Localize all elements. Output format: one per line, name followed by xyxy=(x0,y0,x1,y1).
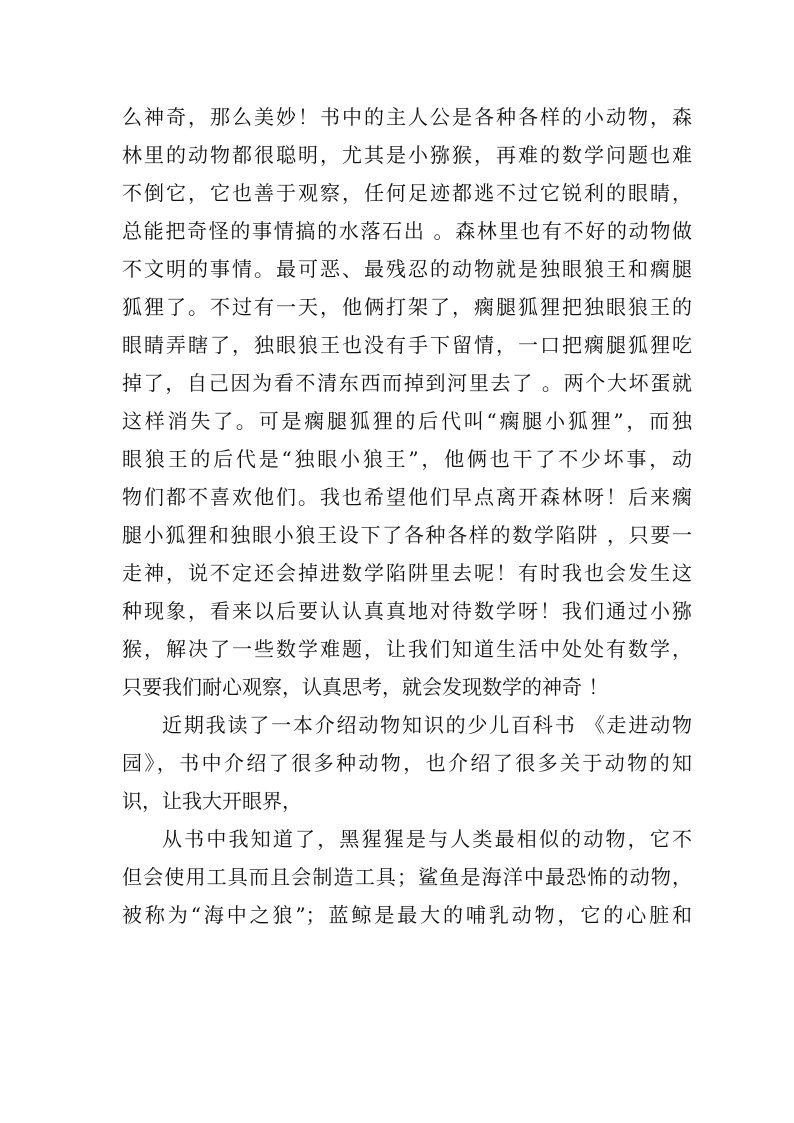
text-line: 被称为“海中之狼”；蓝鲸是最大的哺乳动物，它的心脏和 xyxy=(122,903,692,927)
text-line: 掉了，自己因为看不清东西而掉到河里去了 。两个大坏蛋就 xyxy=(122,371,692,395)
text-line: 狐狸了。不过有一天，他俩打架了，瘸腿狐狸把独眼狼王的 xyxy=(122,295,692,319)
text-line: 总能把奇怪的事情搞的水落石出 。森林里也有不好的动物做 xyxy=(122,219,692,243)
text-line: 眼狼王的后代是“独眼小狼王”，他俩也干了不少坏事，动 xyxy=(122,447,692,471)
paragraph-first-line: 近期我读了一本介绍动物知识的少儿百科书 《走进动物 xyxy=(162,713,692,737)
body-text xyxy=(122,98,692,934)
text-line: 种现象，看来以后要认认真真地对待数学呀！我们通过小猕 xyxy=(122,599,692,623)
text-line: 腿小狐狸和独眼小狼王设下了各种各样的数学陷阱 ，只要一 xyxy=(122,523,692,547)
text-line: 眼睛弄瞎了，独眼狼王也没有手下留情，一口把瘸腿狐狸吃 xyxy=(122,333,692,357)
text-line: 只要我们耐心观察，认真思考，就会发现数学的神奇 ！ xyxy=(122,675,609,699)
text-line: 园》，书中介绍了很多种动物，也介绍了很多关于动物的知 xyxy=(122,751,692,775)
text-line: 走神，说不定还会掉进数学陷阱里去呢！有时我也会发生这 xyxy=(122,561,692,585)
text-line: 猴，解决了一些数学难题，让我们知道生活中处处有数学， xyxy=(122,637,692,661)
text-line: 但会使用工具而且会制造工具；鲨鱼是海洋中最恐怖的动物， xyxy=(122,865,692,889)
text-line: 么神奇，那么美妙！书中的主人公是各种各样的小动物，森 xyxy=(122,105,692,129)
text-line: 不倒它，它也善于观察，任何足迹都逃不过它锐利的眼睛， xyxy=(122,181,692,205)
text-line: 不文明的事情。最可恶、最残忍的动物就是独眼狼王和瘸腿 xyxy=(122,257,692,281)
paragraph-first-line: 从书中我知道了，黑猩猩是与人类最相似的动物，它不 xyxy=(162,827,692,851)
text-line: 识，让我大开眼界， xyxy=(122,789,302,813)
text-line: 这样消失了。可是瘸腿狐狸的后代叫“瘸腿小狐狸”，而独 xyxy=(122,409,692,433)
text-line: 林里的动物都很聪明，尤其是小猕猴，再难的数学问题也难 xyxy=(122,143,692,167)
text-line: 物们都不喜欢他们。我也希望他们早点离开森林呀！后来瘸 xyxy=(122,485,692,509)
